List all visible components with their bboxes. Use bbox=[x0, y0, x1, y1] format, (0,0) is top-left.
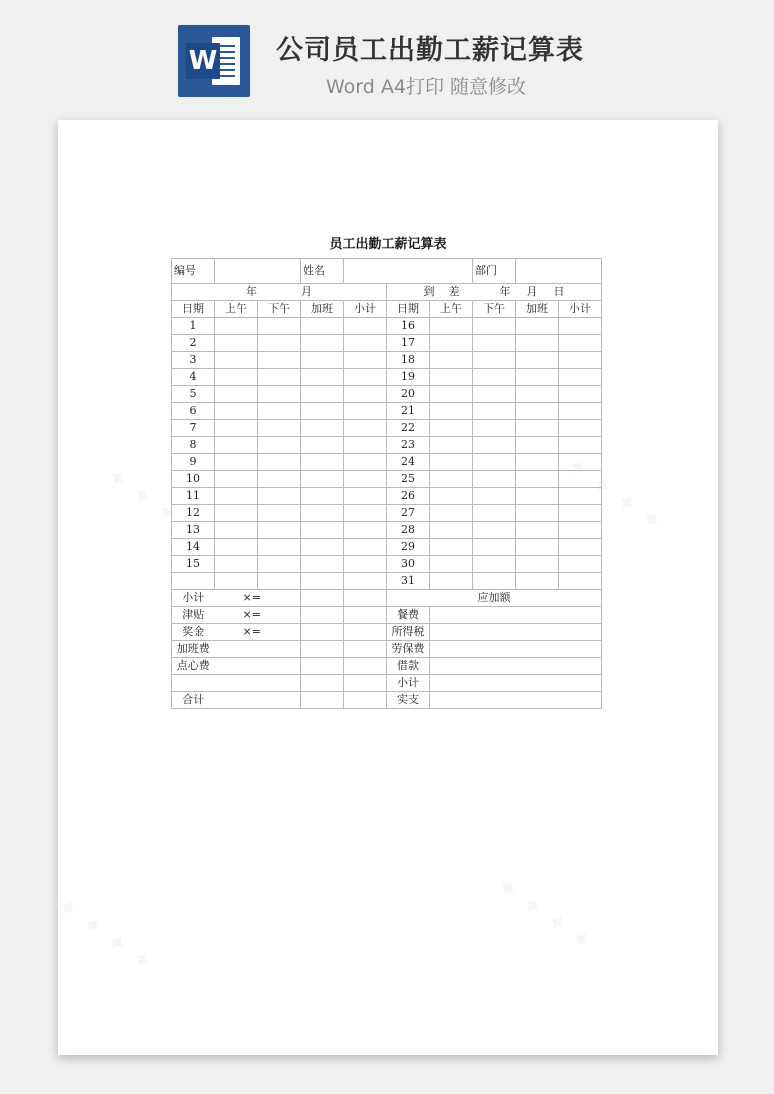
cell[interactable] bbox=[344, 369, 387, 386]
cell[interactable] bbox=[258, 420, 301, 437]
day-row bbox=[172, 471, 602, 488]
col-morning: 上午 bbox=[215, 301, 258, 318]
cell[interactable] bbox=[172, 573, 215, 590]
cell[interactable] bbox=[301, 556, 344, 573]
cell[interactable] bbox=[516, 437, 559, 454]
cell[interactable] bbox=[344, 556, 387, 573]
day-row bbox=[172, 437, 602, 454]
cell[interactable] bbox=[473, 318, 516, 335]
col-afternoon: 下午 bbox=[258, 301, 301, 318]
document-subtitle: Word A4打印 随意修改 bbox=[326, 76, 527, 98]
cell[interactable] bbox=[344, 505, 387, 522]
cell[interactable] bbox=[215, 505, 258, 522]
cell[interactable] bbox=[430, 505, 473, 522]
dept-label: 部门 bbox=[473, 259, 516, 284]
day-number: 2 bbox=[172, 335, 215, 352]
cell[interactable] bbox=[473, 369, 516, 386]
cell[interactable] bbox=[258, 539, 301, 556]
cell[interactable] bbox=[430, 420, 473, 437]
actual-pay-value[interactable] bbox=[430, 692, 602, 709]
cell[interactable] bbox=[301, 318, 344, 335]
cell[interactable] bbox=[344, 573, 387, 590]
day-row bbox=[172, 556, 602, 573]
day-number: 31 bbox=[387, 573, 430, 590]
day-number: 21 bbox=[387, 403, 430, 420]
bonus-formula: ×= bbox=[215, 624, 301, 641]
cell[interactable] bbox=[301, 369, 344, 386]
cell[interactable] bbox=[301, 573, 344, 590]
day-number: 25 bbox=[387, 471, 430, 488]
day-number: 12 bbox=[172, 505, 215, 522]
total-label: 合计 bbox=[172, 692, 215, 709]
cell[interactable] bbox=[301, 522, 344, 539]
period-left bbox=[172, 284, 387, 301]
cell[interactable] bbox=[473, 420, 516, 437]
day-number: 9 bbox=[172, 454, 215, 471]
cell[interactable] bbox=[215, 675, 301, 692]
cell[interactable] bbox=[344, 590, 387, 607]
cell[interactable] bbox=[473, 522, 516, 539]
overtime-pay-label: 加班费 bbox=[172, 641, 215, 658]
day-number: 24 bbox=[387, 454, 430, 471]
summary-row bbox=[172, 607, 602, 624]
day2-label: 日 bbox=[553, 285, 565, 298]
day-number: 3 bbox=[172, 352, 215, 369]
cell[interactable] bbox=[258, 437, 301, 454]
day-row bbox=[172, 318, 602, 335]
cell[interactable] bbox=[215, 335, 258, 352]
day-row bbox=[172, 539, 602, 556]
subtotal2-label: 小计 bbox=[387, 675, 430, 692]
cell[interactable] bbox=[344, 675, 387, 692]
day-number: 26 bbox=[387, 488, 430, 505]
day-number: 16 bbox=[387, 318, 430, 335]
cell[interactable] bbox=[301, 641, 344, 658]
cell[interactable] bbox=[473, 471, 516, 488]
cell[interactable] bbox=[473, 352, 516, 369]
cell[interactable] bbox=[172, 675, 215, 692]
cell[interactable] bbox=[215, 369, 258, 386]
cell[interactable] bbox=[215, 386, 258, 403]
cell[interactable] bbox=[344, 352, 387, 369]
month2-label: 月 bbox=[526, 285, 538, 298]
day-rows bbox=[172, 318, 602, 590]
income-tax-label: 所得税 bbox=[387, 624, 430, 641]
cell[interactable] bbox=[215, 488, 258, 505]
day-row bbox=[172, 403, 602, 420]
cell[interactable] bbox=[559, 573, 602, 590]
day-row bbox=[172, 386, 602, 403]
day-number: 14 bbox=[172, 539, 215, 556]
cell[interactable] bbox=[258, 386, 301, 403]
day-row bbox=[172, 352, 602, 369]
cell[interactable] bbox=[559, 488, 602, 505]
loan-value[interactable] bbox=[430, 658, 602, 675]
col-date: 日期 bbox=[387, 301, 430, 318]
col-subtotal: 小计 bbox=[344, 301, 387, 318]
cell[interactable] bbox=[516, 335, 559, 352]
cell[interactable] bbox=[516, 369, 559, 386]
name-value[interactable] bbox=[344, 259, 473, 284]
cell[interactable] bbox=[473, 556, 516, 573]
cell[interactable] bbox=[301, 488, 344, 505]
cell[interactable] bbox=[215, 522, 258, 539]
year2-label: 年 bbox=[499, 285, 511, 298]
watermark bbox=[490, 871, 599, 960]
subtotal2-value[interactable] bbox=[430, 675, 602, 692]
summary-row bbox=[172, 692, 602, 709]
cell[interactable] bbox=[301, 624, 344, 641]
cell[interactable] bbox=[516, 488, 559, 505]
cell[interactable] bbox=[258, 522, 301, 539]
col-afternoon: 下午 bbox=[473, 301, 516, 318]
cell[interactable] bbox=[258, 352, 301, 369]
allowance-formula: ×= bbox=[215, 607, 301, 624]
id-label: 编号 bbox=[172, 259, 215, 284]
cell[interactable] bbox=[430, 454, 473, 471]
cell[interactable] bbox=[344, 420, 387, 437]
cell[interactable] bbox=[301, 607, 344, 624]
day-number: 10 bbox=[172, 471, 215, 488]
watermark bbox=[50, 891, 159, 980]
insurance-value[interactable] bbox=[430, 641, 602, 658]
day-number: 30 bbox=[387, 556, 430, 573]
cell[interactable] bbox=[215, 318, 258, 335]
summary-row bbox=[172, 675, 602, 692]
actual-pay-label: 实支 bbox=[387, 692, 430, 709]
cell[interactable] bbox=[559, 420, 602, 437]
document-title: 公司员工出勤工薪记算表 bbox=[276, 35, 584, 66]
cell[interactable] bbox=[301, 352, 344, 369]
day-row bbox=[172, 488, 602, 505]
cell[interactable] bbox=[473, 386, 516, 403]
cell[interactable] bbox=[430, 556, 473, 573]
income-tax-value[interactable] bbox=[430, 624, 602, 641]
cell[interactable] bbox=[258, 556, 301, 573]
day-number: 13 bbox=[172, 522, 215, 539]
cell[interactable] bbox=[344, 454, 387, 471]
day-row bbox=[172, 573, 602, 590]
cell[interactable] bbox=[559, 471, 602, 488]
cell[interactable] bbox=[559, 318, 602, 335]
day-number: 29 bbox=[387, 539, 430, 556]
cell[interactable] bbox=[301, 471, 344, 488]
col-overtime: 加班 bbox=[301, 301, 344, 318]
cell[interactable] bbox=[559, 556, 602, 573]
arrive-label-1: 到 bbox=[423, 285, 435, 298]
day-number: 15 bbox=[172, 556, 215, 573]
cell[interactable] bbox=[430, 403, 473, 420]
cell[interactable] bbox=[258, 471, 301, 488]
info-row bbox=[172, 259, 602, 284]
bonus-label: 奖金 bbox=[172, 624, 215, 641]
cell[interactable] bbox=[516, 556, 559, 573]
cell[interactable] bbox=[301, 420, 344, 437]
table-title: 员工出勤工薪记算表 bbox=[329, 237, 447, 252]
day-number: 11 bbox=[172, 488, 215, 505]
cell[interactable] bbox=[516, 522, 559, 539]
day-row bbox=[172, 420, 602, 437]
cell[interactable] bbox=[258, 369, 301, 386]
cell[interactable] bbox=[344, 607, 387, 624]
subtotal-label: 小计 bbox=[172, 590, 215, 607]
cell[interactable] bbox=[559, 369, 602, 386]
cell[interactable] bbox=[258, 573, 301, 590]
cell[interactable] bbox=[430, 335, 473, 352]
cell[interactable] bbox=[430, 369, 473, 386]
snack-fee-value[interactable] bbox=[215, 658, 301, 675]
cell[interactable] bbox=[473, 454, 516, 471]
cell[interactable] bbox=[516, 539, 559, 556]
period-right bbox=[387, 284, 602, 301]
cell[interactable] bbox=[344, 522, 387, 539]
cell[interactable] bbox=[344, 539, 387, 556]
word-icon bbox=[178, 25, 250, 97]
month-label: 月 bbox=[301, 285, 312, 298]
cell[interactable] bbox=[516, 454, 559, 471]
cell[interactable] bbox=[301, 692, 344, 709]
cell[interactable] bbox=[301, 675, 344, 692]
cell[interactable] bbox=[215, 403, 258, 420]
snack-fee-label: 点心费 bbox=[172, 658, 215, 675]
cell[interactable] bbox=[344, 437, 387, 454]
cell[interactable] bbox=[258, 335, 301, 352]
day-number: 5 bbox=[172, 386, 215, 403]
cell[interactable] bbox=[301, 335, 344, 352]
cell[interactable] bbox=[473, 539, 516, 556]
day-number: 22 bbox=[387, 420, 430, 437]
arrive-label-2: 差 bbox=[448, 285, 460, 298]
cell[interactable] bbox=[301, 437, 344, 454]
cell[interactable] bbox=[215, 556, 258, 573]
cell[interactable] bbox=[559, 454, 602, 471]
cell[interactable] bbox=[344, 658, 387, 675]
cell[interactable] bbox=[344, 318, 387, 335]
summary-row bbox=[172, 624, 602, 641]
cell[interactable] bbox=[559, 403, 602, 420]
cell[interactable] bbox=[301, 454, 344, 471]
cell[interactable] bbox=[473, 437, 516, 454]
cell[interactable] bbox=[215, 539, 258, 556]
cell[interactable] bbox=[301, 539, 344, 556]
day-number: 6 bbox=[172, 403, 215, 420]
allowance-label: 津贴 bbox=[172, 607, 215, 624]
day-number: 27 bbox=[387, 505, 430, 522]
cell[interactable] bbox=[215, 471, 258, 488]
cell[interactable] bbox=[215, 420, 258, 437]
cell[interactable] bbox=[301, 386, 344, 403]
cell[interactable] bbox=[430, 573, 473, 590]
col-subtotal: 小计 bbox=[559, 301, 602, 318]
day-number: 18 bbox=[387, 352, 430, 369]
cell[interactable] bbox=[258, 454, 301, 471]
payable-label: 应加额 bbox=[387, 590, 602, 607]
cell[interactable] bbox=[215, 437, 258, 454]
cell[interactable] bbox=[559, 352, 602, 369]
col-overtime: 加班 bbox=[516, 301, 559, 318]
summary-row bbox=[172, 658, 602, 675]
cell[interactable] bbox=[301, 658, 344, 675]
day-number: 7 bbox=[172, 420, 215, 437]
name-label: 姓名 bbox=[301, 259, 344, 284]
day-number: 4 bbox=[172, 369, 215, 386]
summary-row bbox=[172, 641, 602, 658]
cell[interactable] bbox=[430, 437, 473, 454]
cell[interactable] bbox=[344, 488, 387, 505]
dept-value[interactable] bbox=[516, 259, 602, 284]
cell[interactable] bbox=[344, 335, 387, 352]
cell[interactable] bbox=[516, 318, 559, 335]
year-label: 年 bbox=[246, 285, 257, 298]
cell[interactable] bbox=[430, 488, 473, 505]
period-row bbox=[172, 284, 602, 301]
cell[interactable] bbox=[258, 505, 301, 522]
cell[interactable] bbox=[344, 624, 387, 641]
loan-label: 借款 bbox=[387, 658, 430, 675]
cell[interactable] bbox=[215, 454, 258, 471]
summary-rows bbox=[172, 590, 602, 709]
day-number: 17 bbox=[387, 335, 430, 352]
day-row bbox=[172, 454, 602, 471]
cell[interactable] bbox=[516, 471, 559, 488]
day-number: 23 bbox=[387, 437, 430, 454]
cell[interactable] bbox=[344, 692, 387, 709]
day-number: 1 bbox=[172, 318, 215, 335]
cell[interactable] bbox=[473, 488, 516, 505]
cell[interactable] bbox=[258, 318, 301, 335]
cell[interactable] bbox=[559, 386, 602, 403]
cell[interactable] bbox=[430, 352, 473, 369]
cell[interactable] bbox=[301, 590, 344, 607]
cell[interactable] bbox=[301, 403, 344, 420]
col-date: 日期 bbox=[172, 301, 215, 318]
cell[interactable] bbox=[559, 522, 602, 539]
cell[interactable] bbox=[473, 505, 516, 522]
cell[interactable] bbox=[430, 539, 473, 556]
cell[interactable] bbox=[516, 386, 559, 403]
cell[interactable] bbox=[430, 522, 473, 539]
col-morning: 上午 bbox=[430, 301, 473, 318]
cell[interactable] bbox=[301, 505, 344, 522]
day-row bbox=[172, 522, 602, 539]
summary-row bbox=[172, 590, 602, 607]
cell[interactable] bbox=[559, 437, 602, 454]
cell[interactable] bbox=[258, 403, 301, 420]
document-page bbox=[58, 120, 718, 1055]
cell[interactable] bbox=[344, 641, 387, 658]
total-value[interactable] bbox=[215, 692, 301, 709]
column-header-row bbox=[172, 301, 602, 318]
cell[interactable] bbox=[473, 573, 516, 590]
id-value[interactable] bbox=[215, 259, 301, 284]
cell[interactable] bbox=[215, 573, 258, 590]
meal-fee-label: 餐费 bbox=[387, 607, 430, 624]
day-number: 28 bbox=[387, 522, 430, 539]
day-number: 8 bbox=[172, 437, 215, 454]
cell[interactable] bbox=[516, 573, 559, 590]
subtotal-formula: ×= bbox=[215, 590, 301, 607]
cell[interactable] bbox=[473, 403, 516, 420]
meal-fee-value[interactable] bbox=[430, 607, 602, 624]
insurance-label: 劳保费 bbox=[387, 641, 430, 658]
preview-header bbox=[0, 0, 774, 110]
cell[interactable] bbox=[344, 386, 387, 403]
cell[interactable] bbox=[516, 403, 559, 420]
cell[interactable] bbox=[430, 386, 473, 403]
cell[interactable] bbox=[516, 352, 559, 369]
word-icon-letter: W bbox=[186, 43, 220, 79]
cell[interactable] bbox=[344, 471, 387, 488]
cell[interactable] bbox=[430, 318, 473, 335]
day-number: 20 bbox=[387, 386, 430, 403]
cell[interactable] bbox=[559, 335, 602, 352]
attendance-table bbox=[171, 258, 602, 709]
day-row bbox=[172, 505, 602, 522]
day-row bbox=[172, 369, 602, 386]
cell[interactable] bbox=[516, 505, 559, 522]
cell[interactable] bbox=[430, 471, 473, 488]
cell[interactable] bbox=[344, 403, 387, 420]
day-row bbox=[172, 335, 602, 352]
cell[interactable] bbox=[258, 488, 301, 505]
cell[interactable] bbox=[215, 352, 258, 369]
cell[interactable] bbox=[473, 335, 516, 352]
cell[interactable] bbox=[516, 420, 559, 437]
day-number: 19 bbox=[387, 369, 430, 386]
cell[interactable] bbox=[559, 505, 602, 522]
cell[interactable] bbox=[559, 539, 602, 556]
overtime-pay-value[interactable] bbox=[215, 641, 301, 658]
